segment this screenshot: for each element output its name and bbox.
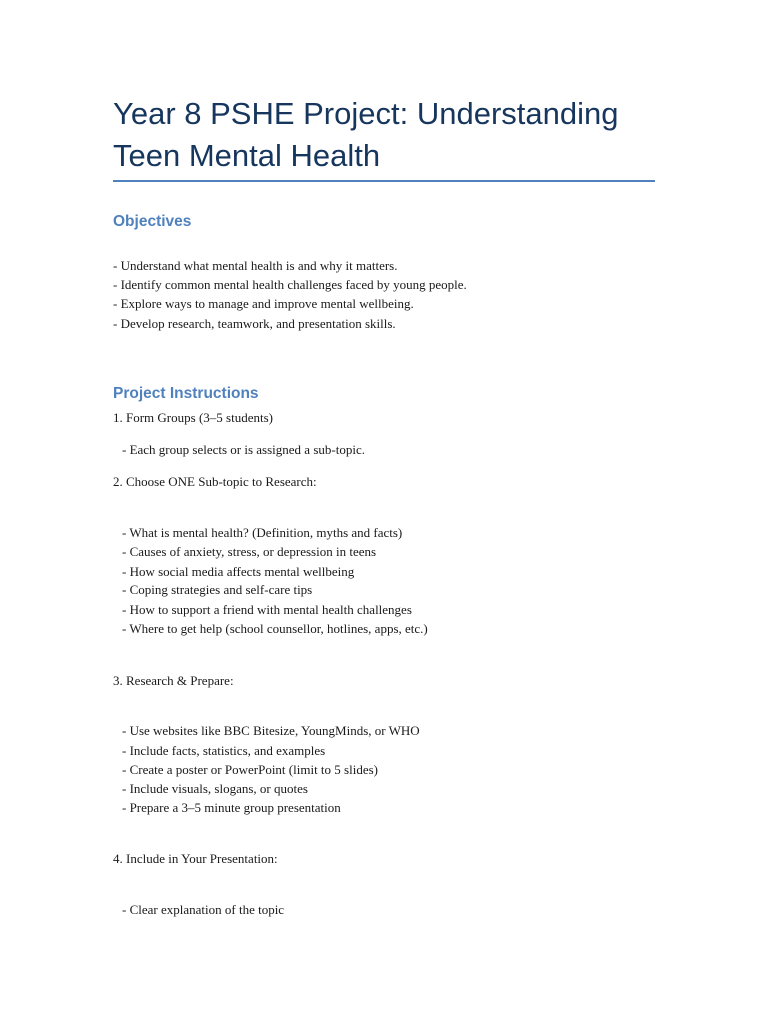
objective-item: - Develop research, teamwork, and presentation skills. [113,316,396,331]
step-1-title: 1. Form Groups (3–5 students) [113,410,273,425]
step-2-item: - Coping strategies and self-care tips [122,582,313,597]
step-2-item: - Causes of anxiety, stress, or depression in teens [122,544,377,559]
step-3-item: - Prepare a 3–5 minute group presentation [122,800,341,815]
step-4-item: - Clear explanation of the topic [122,902,285,917]
step-4-title: 4. Include in Your Presentation: [113,851,278,866]
objectives-heading: Objectives [113,213,192,230]
step-2-item: - How to support a friend with mental health challenges [122,602,412,617]
title-line-1: Year 8 PSHE Project: Understanding [113,96,619,131]
step-3-item: - Include facts, statistics, and examples [122,743,326,758]
step-3-item: - Use websites like BBC Bitesize, YoungMinds, or WHO [122,723,420,738]
title-underline-rule [113,180,655,182]
objective-item: - Understand what mental health is and why it matters. [113,258,398,273]
step-1-item: - Each group selects or is assigned a sub-topic. [122,442,365,457]
project-instructions-heading: Project Instructions [113,385,259,402]
step-3-item: - Create a poster or PowerPoint (limit to 5 slides) [122,762,378,777]
step-2-item: - How social media affects mental wellbeing [122,564,355,579]
step-2-item: - What is mental health? (Definition, myths and facts) [122,525,403,540]
objective-item: - Identify common mental health challenges faced by young people. [113,277,467,292]
page-title [113,93,673,177]
step-2-item: - Where to get help (school counsellor, hotlines, apps, etc.) [122,621,428,636]
objective-item: - Explore ways to manage and improve mental wellbeing. [113,296,414,311]
step-3-title: 3. Research & Prepare: [113,673,234,688]
step-2-title: 2. Choose ONE Sub-topic to Research: [113,474,317,489]
title-line-2: Teen Mental Health [113,138,381,173]
step-3-item: - Include visuals, slogans, or quotes [122,781,308,796]
